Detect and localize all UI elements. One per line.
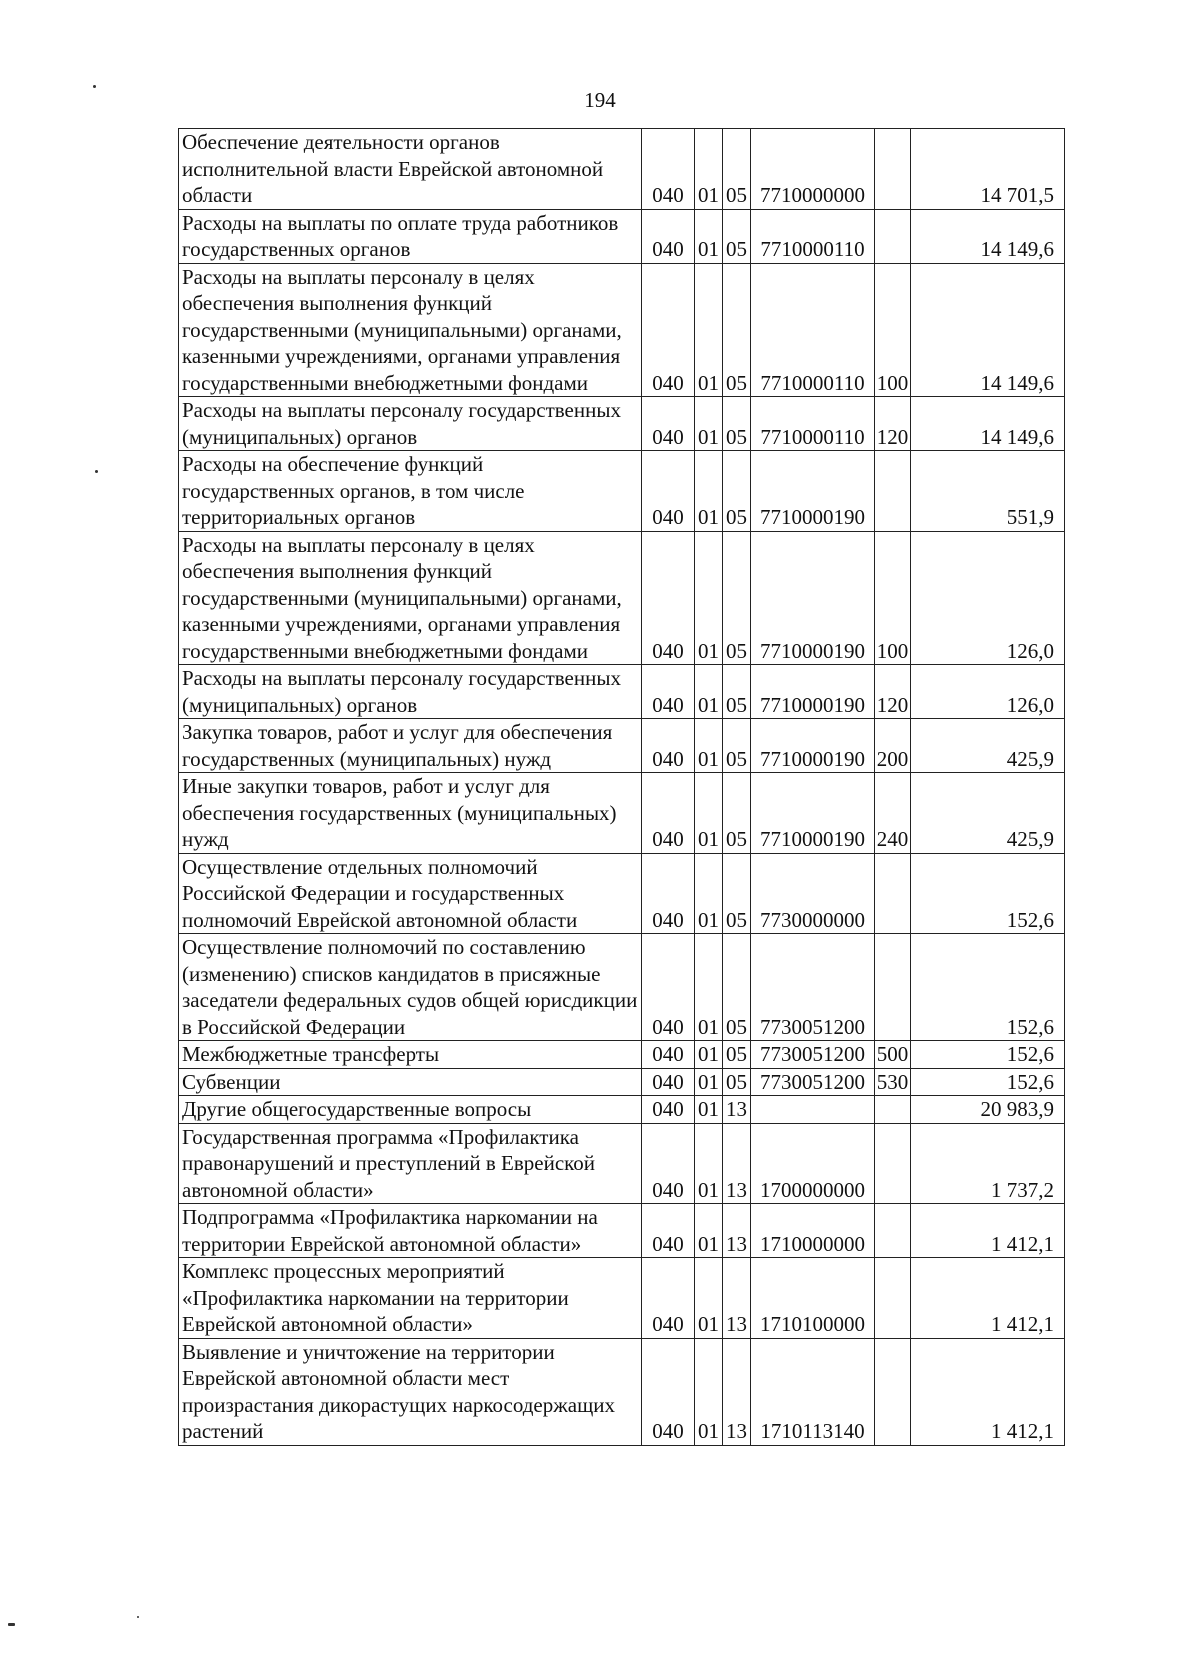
row-vr-cell: 100 xyxy=(875,531,911,665)
row-sum-cell: 152,6 xyxy=(911,1068,1065,1096)
row-vr-cell: 120 xyxy=(875,397,911,451)
table-row xyxy=(179,531,1065,665)
scan-speck xyxy=(137,1616,139,1618)
row-rz-cell: 01 xyxy=(695,397,723,451)
row-ved-cell: 040 xyxy=(642,665,695,719)
table-row xyxy=(179,397,1065,451)
row-rz-cell: 01 xyxy=(695,451,723,532)
row-name-cell: Расходы на выплаты персоналу в целях обеспечения выполнения функций государственными (муниципальными) органами, казенными учреждениями, органами управления государственными внебюджетными фондами xyxy=(179,263,642,397)
row-ved-cell: 040 xyxy=(642,397,695,451)
budget-table xyxy=(178,128,1065,1446)
row-ved-cell: 040 xyxy=(642,1068,695,1096)
row-name-cell: Расходы на выплаты по оплате труда работников государственных органов xyxy=(179,209,642,263)
row-rz-cell: 01 xyxy=(695,1204,723,1258)
row-ved-cell: 040 xyxy=(642,1096,695,1124)
row-ved-cell: 040 xyxy=(642,773,695,854)
row-csr-cell xyxy=(751,1096,875,1124)
row-sum-cell: 1 412,1 xyxy=(911,1204,1065,1258)
row-sum-cell: 14 149,6 xyxy=(911,263,1065,397)
row-pr-cell: 05 xyxy=(723,665,751,719)
row-sum-cell: 126,0 xyxy=(911,665,1065,719)
row-pr-cell: 05 xyxy=(723,719,751,773)
table-row xyxy=(179,1338,1065,1445)
row-vr-cell xyxy=(875,934,911,1041)
row-rz-cell: 01 xyxy=(695,719,723,773)
row-csr-cell: 1710100000 xyxy=(751,1258,875,1339)
row-sum-cell: 425,9 xyxy=(911,773,1065,854)
row-name-cell: Расходы на выплаты персоналу в целях обеспечения выполнения функций государственными (муниципальными) органами, казенными учреждениями, органами управления государственными внебюджетными фондами xyxy=(179,531,642,665)
row-sum-cell: 1 412,1 xyxy=(911,1258,1065,1339)
table-row xyxy=(179,773,1065,854)
row-name-cell: Иные закупки товаров, работ и услуг для обеспечения государственных (муниципальных) нужд xyxy=(179,773,642,854)
row-csr-cell: 7730051200 xyxy=(751,934,875,1041)
row-vr-cell: 500 xyxy=(875,1041,911,1069)
row-csr-cell: 1710000000 xyxy=(751,1204,875,1258)
row-pr-cell: 05 xyxy=(723,1068,751,1096)
row-csr-cell: 7730051200 xyxy=(751,1041,875,1069)
row-csr-cell: 7710000190 xyxy=(751,665,875,719)
row-ved-cell: 040 xyxy=(642,531,695,665)
row-sum-cell: 152,6 xyxy=(911,853,1065,934)
row-pr-cell: 05 xyxy=(723,209,751,263)
row-vr-cell: 120 xyxy=(875,665,911,719)
row-vr-cell xyxy=(875,1096,911,1124)
row-sum-cell: 425,9 xyxy=(911,719,1065,773)
row-sum-cell: 551,9 xyxy=(911,451,1065,532)
row-rz-cell: 01 xyxy=(695,1041,723,1069)
budget-table-body xyxy=(179,129,1065,1446)
row-pr-cell: 05 xyxy=(723,1041,751,1069)
row-csr-cell: 7730000000 xyxy=(751,853,875,934)
row-ved-cell: 040 xyxy=(642,719,695,773)
row-ved-cell: 040 xyxy=(642,263,695,397)
table-row xyxy=(179,665,1065,719)
row-name-cell: Государственная программа «Профилактика правонарушений и преступлений в Еврейской автономной области» xyxy=(179,1123,642,1204)
table-row xyxy=(179,1041,1065,1069)
row-vr-cell xyxy=(875,853,911,934)
row-rz-cell: 01 xyxy=(695,853,723,934)
row-rz-cell: 01 xyxy=(695,773,723,854)
table-row xyxy=(179,719,1065,773)
row-name-cell: Комплекс процессных мероприятий «Профилактика наркомании на территории Еврейской автономной области» xyxy=(179,1258,642,1339)
row-pr-cell: 13 xyxy=(723,1258,751,1339)
row-pr-cell: 13 xyxy=(723,1123,751,1204)
row-csr-cell: 7730051200 xyxy=(751,1068,875,1096)
page-number: 194 xyxy=(584,88,616,112)
table-row xyxy=(179,1204,1065,1258)
row-vr-cell: 100 xyxy=(875,263,911,397)
row-ved-cell: 040 xyxy=(642,451,695,532)
row-ved-cell: 040 xyxy=(642,1123,695,1204)
row-sum-cell: 152,6 xyxy=(911,934,1065,1041)
row-pr-cell: 05 xyxy=(723,531,751,665)
row-name-cell: Закупка товаров, работ и услуг для обеспечения государственных (муниципальных) нужд xyxy=(179,719,642,773)
row-sum-cell: 1 412,1 xyxy=(911,1338,1065,1445)
row-sum-cell: 14 149,6 xyxy=(911,209,1065,263)
row-vr-cell: 530 xyxy=(875,1068,911,1096)
row-sum-cell: 20 983,9 xyxy=(911,1096,1065,1124)
row-csr-cell: 7710000190 xyxy=(751,719,875,773)
table-row xyxy=(179,1258,1065,1339)
row-rz-cell: 01 xyxy=(695,531,723,665)
scan-speck xyxy=(8,1623,15,1626)
row-ved-cell: 040 xyxy=(642,129,695,210)
row-vr-cell: 200 xyxy=(875,719,911,773)
row-sum-cell: 126,0 xyxy=(911,531,1065,665)
row-csr-cell: 7710000110 xyxy=(751,263,875,397)
row-name-cell: Межбюджетные трансферты xyxy=(179,1041,642,1069)
row-pr-cell: 13 xyxy=(723,1096,751,1124)
row-name-cell: Другие общегосударственные вопросы xyxy=(179,1096,642,1124)
row-name-cell: Субвенции xyxy=(179,1068,642,1096)
row-csr-cell: 7710000190 xyxy=(751,451,875,532)
row-ved-cell: 040 xyxy=(642,934,695,1041)
row-name-cell: Выявление и уничтожение на территории Еврейской автономной области мест произрастания дикорастущих наркосодержащих растений xyxy=(179,1338,642,1445)
row-csr-cell: 7710000190 xyxy=(751,773,875,854)
row-rz-cell: 01 xyxy=(695,1096,723,1124)
row-pr-cell: 05 xyxy=(723,773,751,854)
row-vr-cell xyxy=(875,451,911,532)
scan-speck xyxy=(95,470,98,473)
table-row xyxy=(179,853,1065,934)
row-pr-cell: 05 xyxy=(723,853,751,934)
row-ved-cell: 040 xyxy=(642,1338,695,1445)
table-row xyxy=(179,451,1065,532)
table-row xyxy=(179,263,1065,397)
table-row xyxy=(179,934,1065,1041)
row-rz-cell: 01 xyxy=(695,665,723,719)
row-rz-cell: 01 xyxy=(695,209,723,263)
row-pr-cell: 13 xyxy=(723,1204,751,1258)
row-vr-cell xyxy=(875,209,911,263)
row-pr-cell: 05 xyxy=(723,263,751,397)
row-rz-cell: 01 xyxy=(695,129,723,210)
table-row xyxy=(179,129,1065,210)
row-vr-cell: 240 xyxy=(875,773,911,854)
table-row xyxy=(179,1096,1065,1124)
row-name-cell: Подпрограмма «Профилактика наркомании на территории Еврейской автономной области» xyxy=(179,1204,642,1258)
row-csr-cell: 1700000000 xyxy=(751,1123,875,1204)
row-name-cell: Расходы на обеспечение функций государственных органов, в том числе территориальных органов xyxy=(179,451,642,532)
scan-speck xyxy=(93,85,96,88)
row-csr-cell: 7710000000 xyxy=(751,129,875,210)
row-sum-cell: 14 149,6 xyxy=(911,397,1065,451)
row-pr-cell: 05 xyxy=(723,129,751,210)
table-row xyxy=(179,209,1065,263)
row-vr-cell xyxy=(875,1123,911,1204)
row-sum-cell: 14 701,5 xyxy=(911,129,1065,210)
row-csr-cell: 7710000190 xyxy=(751,531,875,665)
row-vr-cell xyxy=(875,1204,911,1258)
row-ved-cell: 040 xyxy=(642,1258,695,1339)
table-row xyxy=(179,1068,1065,1096)
row-name-cell: Осуществление полномочий по составлению (изменению) списков кандидатов в присяжные заседатели федеральных судов общей юрисдикции в Российской Федерации xyxy=(179,934,642,1041)
row-csr-cell: 7710000110 xyxy=(751,209,875,263)
row-ved-cell: 040 xyxy=(642,1041,695,1069)
row-rz-cell: 01 xyxy=(695,1258,723,1339)
row-rz-cell: 01 xyxy=(695,934,723,1041)
row-vr-cell xyxy=(875,1258,911,1339)
row-pr-cell: 05 xyxy=(723,934,751,1041)
row-rz-cell: 01 xyxy=(695,1068,723,1096)
row-name-cell: Расходы на выплаты персоналу государственных (муниципальных) органов xyxy=(179,397,642,451)
row-vr-cell xyxy=(875,1338,911,1445)
row-rz-cell: 01 xyxy=(695,1338,723,1445)
row-name-cell: Расходы на выплаты персоналу государственных (муниципальных) органов xyxy=(179,665,642,719)
row-pr-cell: 13 xyxy=(723,1338,751,1445)
row-rz-cell: 01 xyxy=(695,1123,723,1204)
row-csr-cell: 1710113140 xyxy=(751,1338,875,1445)
row-ved-cell: 040 xyxy=(642,1204,695,1258)
row-vr-cell xyxy=(875,129,911,210)
row-ved-cell: 040 xyxy=(642,853,695,934)
row-csr-cell: 7710000110 xyxy=(751,397,875,451)
row-pr-cell: 05 xyxy=(723,397,751,451)
table-row xyxy=(179,1123,1065,1204)
row-ved-cell: 040 xyxy=(642,209,695,263)
row-sum-cell: 152,6 xyxy=(911,1041,1065,1069)
row-sum-cell: 1 737,2 xyxy=(911,1123,1065,1204)
row-name-cell: Осуществление отдельных полномочий Российской Федерации и государственных полномочий Еврейской автономной области xyxy=(179,853,642,934)
row-name-cell: Обеспечение деятельности органов исполнительной власти Еврейской автономной области xyxy=(179,129,642,210)
row-pr-cell: 05 xyxy=(723,451,751,532)
row-rz-cell: 01 xyxy=(695,263,723,397)
